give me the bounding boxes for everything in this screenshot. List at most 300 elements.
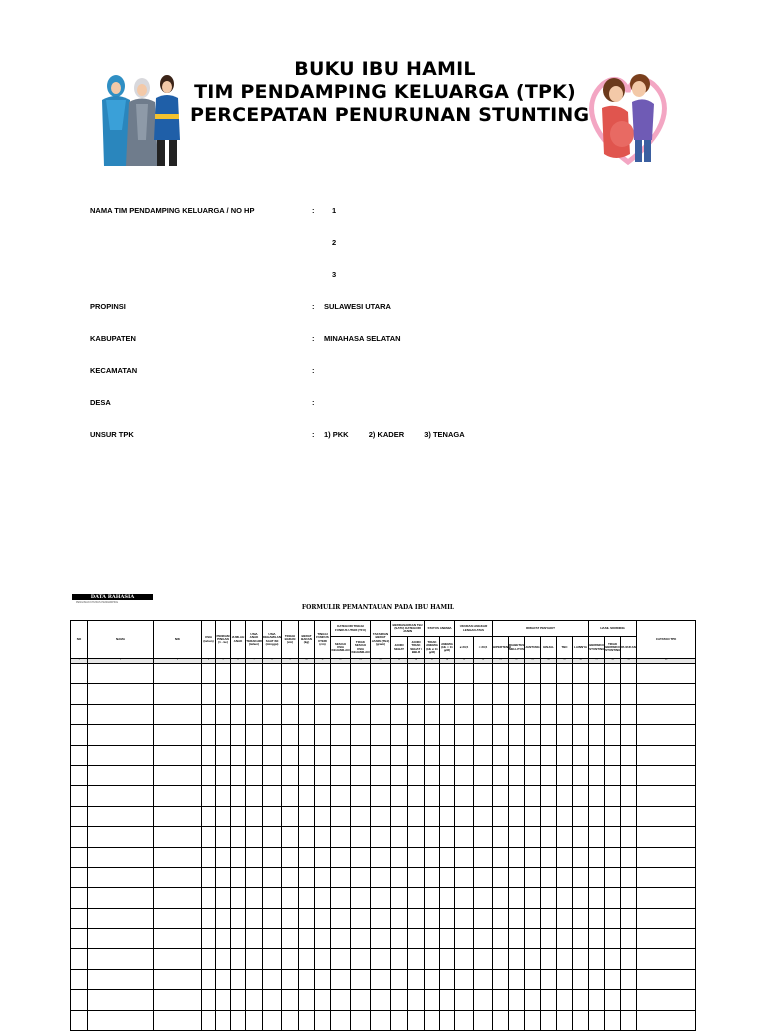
table-cell[interactable] <box>493 745 509 765</box>
table-cell[interactable] <box>557 725 573 745</box>
table-cell[interactable] <box>541 949 557 969</box>
table-cell[interactable] <box>391 929 408 949</box>
table-cell[interactable] <box>637 969 696 989</box>
table-cell[interactable] <box>231 949 246 969</box>
table-cell[interactable] <box>351 949 371 969</box>
table-cell[interactable] <box>263 990 282 1010</box>
table-cell[interactable] <box>246 725 263 745</box>
table-cell[interactable] <box>88 704 154 724</box>
table-cell[interactable] <box>88 990 154 1010</box>
table-cell[interactable] <box>202 806 216 826</box>
table-cell[interactable] <box>88 908 154 928</box>
table-cell[interactable] <box>371 888 391 908</box>
table-cell[interactable] <box>525 1010 541 1030</box>
table-cell[interactable] <box>621 684 637 704</box>
kabupaten-value[interactable]: MINAHASA SELATAN <box>324 334 401 343</box>
table-cell[interactable] <box>263 664 282 684</box>
table-cell[interactable] <box>525 867 541 887</box>
table-cell[interactable] <box>637 908 696 928</box>
table-cell[interactable] <box>216 949 231 969</box>
table-cell[interactable] <box>408 745 425 765</box>
table-cell[interactable] <box>371 969 391 989</box>
table-cell[interactable] <box>216 908 231 928</box>
table-cell[interactable] <box>493 664 509 684</box>
table-cell[interactable] <box>282 704 299 724</box>
table-cell[interactable] <box>474 969 493 989</box>
table-cell[interactable] <box>315 786 331 806</box>
table-cell[interactable] <box>154 786 202 806</box>
table-cell[interactable] <box>455 664 474 684</box>
table-cell[interactable] <box>541 684 557 704</box>
table-cell[interactable] <box>263 888 282 908</box>
table-cell[interactable] <box>425 786 440 806</box>
table-cell[interactable] <box>440 725 455 745</box>
table-cell[interactable] <box>573 806 589 826</box>
table-cell[interactable] <box>637 684 696 704</box>
table-cell[interactable] <box>493 847 509 867</box>
table-cell[interactable] <box>299 969 315 989</box>
table-cell[interactable] <box>605 725 621 745</box>
table-cell[interactable] <box>455 725 474 745</box>
table-cell[interactable] <box>299 867 315 887</box>
table-cell[interactable] <box>541 704 557 724</box>
table-cell[interactable] <box>589 806 605 826</box>
table-cell[interactable] <box>282 725 299 745</box>
table-cell[interactable] <box>391 806 408 826</box>
table-cell[interactable] <box>621 704 637 724</box>
table-cell[interactable] <box>589 908 605 928</box>
table-cell[interactable] <box>408 969 425 989</box>
table-cell[interactable] <box>263 745 282 765</box>
table-cell[interactable] <box>541 786 557 806</box>
table-cell[interactable] <box>88 867 154 887</box>
table-cell[interactable] <box>455 806 474 826</box>
table-cell[interactable] <box>202 704 216 724</box>
table-cell[interactable] <box>573 908 589 928</box>
table-cell[interactable] <box>216 990 231 1010</box>
table-cell[interactable] <box>263 847 282 867</box>
table-cell[interactable] <box>557 684 573 704</box>
table-cell[interactable] <box>263 725 282 745</box>
table-cell[interactable] <box>621 806 637 826</box>
table-cell[interactable] <box>557 929 573 949</box>
table-cell[interactable] <box>71 827 88 847</box>
table-cell[interactable] <box>557 908 573 928</box>
table-cell[interactable] <box>202 888 216 908</box>
table-cell[interactable] <box>216 725 231 745</box>
table-cell[interactable] <box>331 888 351 908</box>
table-cell[interactable] <box>88 847 154 867</box>
table-cell[interactable] <box>525 786 541 806</box>
table-cell[interactable] <box>202 786 216 806</box>
table-cell[interactable] <box>541 745 557 765</box>
table-cell[interactable] <box>509 684 525 704</box>
table-cell[interactable] <box>371 664 391 684</box>
table-cell[interactable] <box>455 969 474 989</box>
table-cell[interactable] <box>509 725 525 745</box>
table-cell[interactable] <box>246 908 263 928</box>
table-cell[interactable] <box>263 806 282 826</box>
table-cell[interactable] <box>525 847 541 867</box>
table-cell[interactable] <box>573 786 589 806</box>
table-cell[interactable] <box>425 664 440 684</box>
table-cell[interactable] <box>371 847 391 867</box>
table-cell[interactable] <box>605 806 621 826</box>
table-cell[interactable] <box>557 827 573 847</box>
table-cell[interactable] <box>541 765 557 785</box>
table-cell[interactable] <box>621 765 637 785</box>
table-cell[interactable] <box>71 949 88 969</box>
table-cell[interactable] <box>573 684 589 704</box>
table-cell[interactable] <box>231 969 246 989</box>
table-cell[interactable] <box>299 765 315 785</box>
table-cell[interactable] <box>371 867 391 887</box>
table-cell[interactable] <box>557 786 573 806</box>
table-cell[interactable] <box>331 745 351 765</box>
table-cell[interactable] <box>408 888 425 908</box>
table-cell[interactable] <box>246 684 263 704</box>
table-cell[interactable] <box>299 745 315 765</box>
table-cell[interactable] <box>509 888 525 908</box>
table-cell[interactable] <box>71 888 88 908</box>
table-cell[interactable] <box>246 827 263 847</box>
table-cell[interactable] <box>202 745 216 765</box>
tpk-entry-1[interactable]: 1 <box>332 206 337 215</box>
table-cell[interactable] <box>371 684 391 704</box>
table-cell[interactable] <box>246 949 263 969</box>
table-cell[interactable] <box>216 806 231 826</box>
table-cell[interactable] <box>88 949 154 969</box>
table-cell[interactable] <box>231 745 246 765</box>
table-cell[interactable] <box>331 786 351 806</box>
table-cell[interactable] <box>440 969 455 989</box>
table-cell[interactable] <box>440 765 455 785</box>
table-cell[interactable] <box>351 847 371 867</box>
table-cell[interactable] <box>299 990 315 1010</box>
table-cell[interactable] <box>371 765 391 785</box>
table-cell[interactable] <box>493 725 509 745</box>
table-cell[interactable] <box>455 745 474 765</box>
table-cell[interactable] <box>621 827 637 847</box>
table-cell[interactable] <box>216 786 231 806</box>
table-cell[interactable] <box>351 765 371 785</box>
table-cell[interactable] <box>263 929 282 949</box>
table-cell[interactable] <box>88 786 154 806</box>
table-cell[interactable] <box>474 664 493 684</box>
table-cell[interactable] <box>246 990 263 1010</box>
table-cell[interactable] <box>246 929 263 949</box>
table-cell[interactable] <box>315 684 331 704</box>
table-cell[interactable] <box>202 847 216 867</box>
table-cell[interactable] <box>455 704 474 724</box>
table-cell[interactable] <box>154 888 202 908</box>
table-cell[interactable] <box>541 929 557 949</box>
table-cell[interactable] <box>202 867 216 887</box>
table-cell[interactable] <box>263 949 282 969</box>
table-cell[interactable] <box>637 664 696 684</box>
table-cell[interactable] <box>231 1010 246 1030</box>
table-cell[interactable] <box>493 704 509 724</box>
table-cell[interactable] <box>246 704 263 724</box>
table-cell[interactable] <box>391 786 408 806</box>
table-cell[interactable] <box>589 888 605 908</box>
table-cell[interactable] <box>154 949 202 969</box>
table-cell[interactable] <box>525 745 541 765</box>
table-cell[interactable] <box>509 990 525 1010</box>
table-cell[interactable] <box>408 684 425 704</box>
table-cell[interactable] <box>525 664 541 684</box>
table-cell[interactable] <box>315 664 331 684</box>
table-cell[interactable] <box>589 990 605 1010</box>
table-cell[interactable] <box>573 725 589 745</box>
table-cell[interactable] <box>299 888 315 908</box>
table-cell[interactable] <box>525 990 541 1010</box>
table-cell[interactable] <box>282 969 299 989</box>
table-cell[interactable] <box>425 1010 440 1030</box>
table-cell[interactable] <box>621 990 637 1010</box>
table-cell[interactable] <box>474 786 493 806</box>
table-cell[interactable] <box>408 786 425 806</box>
table-cell[interactable] <box>216 1010 231 1030</box>
table-cell[interactable] <box>474 888 493 908</box>
table-cell[interactable] <box>216 929 231 949</box>
table-cell[interactable] <box>525 725 541 745</box>
table-cell[interactable] <box>637 949 696 969</box>
table-cell[interactable] <box>331 664 351 684</box>
table-cell[interactable] <box>246 664 263 684</box>
table-cell[interactable] <box>351 806 371 826</box>
table-cell[interactable] <box>371 929 391 949</box>
table-cell[interactable] <box>493 684 509 704</box>
table-cell[interactable] <box>154 684 202 704</box>
table-cell[interactable] <box>216 969 231 989</box>
table-cell[interactable] <box>455 765 474 785</box>
table-cell[interactable] <box>351 888 371 908</box>
table-cell[interactable] <box>455 847 474 867</box>
table-cell[interactable] <box>425 990 440 1010</box>
table-cell[interactable] <box>509 969 525 989</box>
table-cell[interactable] <box>440 867 455 887</box>
table-cell[interactable] <box>474 806 493 826</box>
table-cell[interactable] <box>573 745 589 765</box>
table-cell[interactable] <box>391 969 408 989</box>
table-cell[interactable] <box>299 664 315 684</box>
table-cell[interactable] <box>391 684 408 704</box>
table-cell[interactable] <box>246 806 263 826</box>
table-cell[interactable] <box>391 725 408 745</box>
table-cell[interactable] <box>541 969 557 989</box>
table-cell[interactable] <box>637 888 696 908</box>
table-cell[interactable] <box>621 929 637 949</box>
table-cell[interactable] <box>605 929 621 949</box>
table-cell[interactable] <box>557 806 573 826</box>
table-cell[interactable] <box>455 990 474 1010</box>
table-cell[interactable] <box>541 908 557 928</box>
table-cell[interactable] <box>425 806 440 826</box>
table-cell[interactable] <box>474 1010 493 1030</box>
table-cell[interactable] <box>71 847 88 867</box>
table-cell[interactable] <box>440 745 455 765</box>
table-cell[interactable] <box>71 765 88 785</box>
table-cell[interactable] <box>621 969 637 989</box>
table-cell[interactable] <box>474 704 493 724</box>
table-cell[interactable] <box>605 745 621 765</box>
table-cell[interactable] <box>589 867 605 887</box>
table-cell[interactable] <box>589 827 605 847</box>
table-cell[interactable] <box>315 745 331 765</box>
table-cell[interactable] <box>589 929 605 949</box>
table-cell[interactable] <box>351 867 371 887</box>
table-cell[interactable] <box>557 1010 573 1030</box>
table-cell[interactable] <box>202 908 216 928</box>
table-cell[interactable] <box>573 827 589 847</box>
table-cell[interactable] <box>216 867 231 887</box>
table-cell[interactable] <box>541 1010 557 1030</box>
table-cell[interactable] <box>589 786 605 806</box>
table-cell[interactable] <box>331 908 351 928</box>
table-cell[interactable] <box>440 806 455 826</box>
table-cell[interactable] <box>408 806 425 826</box>
table-cell[interactable] <box>315 704 331 724</box>
table-cell[interactable] <box>282 990 299 1010</box>
table-cell[interactable] <box>474 684 493 704</box>
table-cell[interactable] <box>637 806 696 826</box>
table-cell[interactable] <box>231 806 246 826</box>
table-cell[interactable] <box>621 888 637 908</box>
table-cell[interactable] <box>246 745 263 765</box>
table-cell[interactable] <box>509 929 525 949</box>
table-cell[interactable] <box>351 725 371 745</box>
table-cell[interactable] <box>605 990 621 1010</box>
table-cell[interactable] <box>589 765 605 785</box>
table-cell[interactable] <box>391 704 408 724</box>
table-cell[interactable] <box>371 725 391 745</box>
table-cell[interactable] <box>509 745 525 765</box>
table-cell[interactable] <box>509 847 525 867</box>
table-cell[interactable] <box>391 847 408 867</box>
table-cell[interactable] <box>71 786 88 806</box>
table-cell[interactable] <box>351 1010 371 1030</box>
table-cell[interactable] <box>589 969 605 989</box>
table-cell[interactable] <box>525 929 541 949</box>
table-cell[interactable] <box>425 725 440 745</box>
table-cell[interactable] <box>88 929 154 949</box>
table-cell[interactable] <box>246 1010 263 1030</box>
table-cell[interactable] <box>371 786 391 806</box>
tpk-entry-3[interactable]: 3 <box>332 270 337 279</box>
table-cell[interactable] <box>154 806 202 826</box>
table-cell[interactable] <box>605 949 621 969</box>
table-cell[interactable] <box>440 847 455 867</box>
table-cell[interactable] <box>331 806 351 826</box>
table-cell[interactable] <box>231 725 246 745</box>
table-cell[interactable] <box>154 745 202 765</box>
table-cell[interactable] <box>282 684 299 704</box>
table-cell[interactable] <box>282 827 299 847</box>
table-cell[interactable] <box>605 1010 621 1030</box>
table-cell[interactable] <box>231 929 246 949</box>
table-cell[interactable] <box>493 1010 509 1030</box>
table-cell[interactable] <box>315 765 331 785</box>
table-cell[interactable] <box>637 725 696 745</box>
table-cell[interactable] <box>299 704 315 724</box>
table-cell[interactable] <box>440 908 455 928</box>
table-cell[interactable] <box>474 867 493 887</box>
table-cell[interactable] <box>474 827 493 847</box>
table-cell[interactable] <box>557 949 573 969</box>
table-cell[interactable] <box>231 786 246 806</box>
table-cell[interactable] <box>573 929 589 949</box>
table-cell[interactable] <box>331 725 351 745</box>
table-cell[interactable] <box>246 765 263 785</box>
table-cell[interactable] <box>455 929 474 949</box>
table-cell[interactable] <box>231 867 246 887</box>
table-cell[interactable] <box>509 786 525 806</box>
table-cell[interactable] <box>605 664 621 684</box>
table-cell[interactable] <box>263 867 282 887</box>
table-cell[interactable] <box>202 969 216 989</box>
table-cell[interactable] <box>573 867 589 887</box>
table-cell[interactable] <box>425 888 440 908</box>
table-cell[interactable] <box>299 847 315 867</box>
table-cell[interactable] <box>525 827 541 847</box>
table-cell[interactable] <box>493 969 509 989</box>
table-cell[interactable] <box>474 765 493 785</box>
table-cell[interactable] <box>474 949 493 969</box>
table-cell[interactable] <box>509 949 525 969</box>
table-cell[interactable] <box>331 1010 351 1030</box>
table-cell[interactable] <box>231 990 246 1010</box>
table-cell[interactable] <box>621 867 637 887</box>
table-cell[interactable] <box>455 684 474 704</box>
table-cell[interactable] <box>621 725 637 745</box>
table-cell[interactable] <box>493 786 509 806</box>
table-cell[interactable] <box>331 704 351 724</box>
table-cell[interactable] <box>557 990 573 1010</box>
table-cell[interactable] <box>573 990 589 1010</box>
table-cell[interactable] <box>637 745 696 765</box>
table-cell[interactable] <box>351 969 371 989</box>
table-cell[interactable] <box>231 827 246 847</box>
table-cell[interactable] <box>202 827 216 847</box>
table-cell[interactable] <box>263 908 282 928</box>
table-cell[interactable] <box>71 684 88 704</box>
table-cell[interactable] <box>315 867 331 887</box>
table-cell[interactable] <box>391 765 408 785</box>
table-cell[interactable] <box>605 765 621 785</box>
table-cell[interactable] <box>88 684 154 704</box>
table-cell[interactable] <box>282 949 299 969</box>
table-cell[interactable] <box>282 908 299 928</box>
table-cell[interactable] <box>541 827 557 847</box>
table-cell[interactable] <box>541 888 557 908</box>
table-cell[interactable] <box>440 949 455 969</box>
table-cell[interactable] <box>263 1010 282 1030</box>
table-cell[interactable] <box>154 990 202 1010</box>
table-cell[interactable] <box>525 888 541 908</box>
table-cell[interactable] <box>637 867 696 887</box>
table-cell[interactable] <box>71 969 88 989</box>
table-cell[interactable] <box>246 786 263 806</box>
table-cell[interactable] <box>231 684 246 704</box>
table-cell[interactable] <box>541 806 557 826</box>
table-cell[interactable] <box>589 949 605 969</box>
table-cell[interactable] <box>299 684 315 704</box>
table-cell[interactable] <box>71 745 88 765</box>
table-cell[interactable] <box>202 684 216 704</box>
table-cell[interactable] <box>231 704 246 724</box>
table-cell[interactable] <box>371 745 391 765</box>
